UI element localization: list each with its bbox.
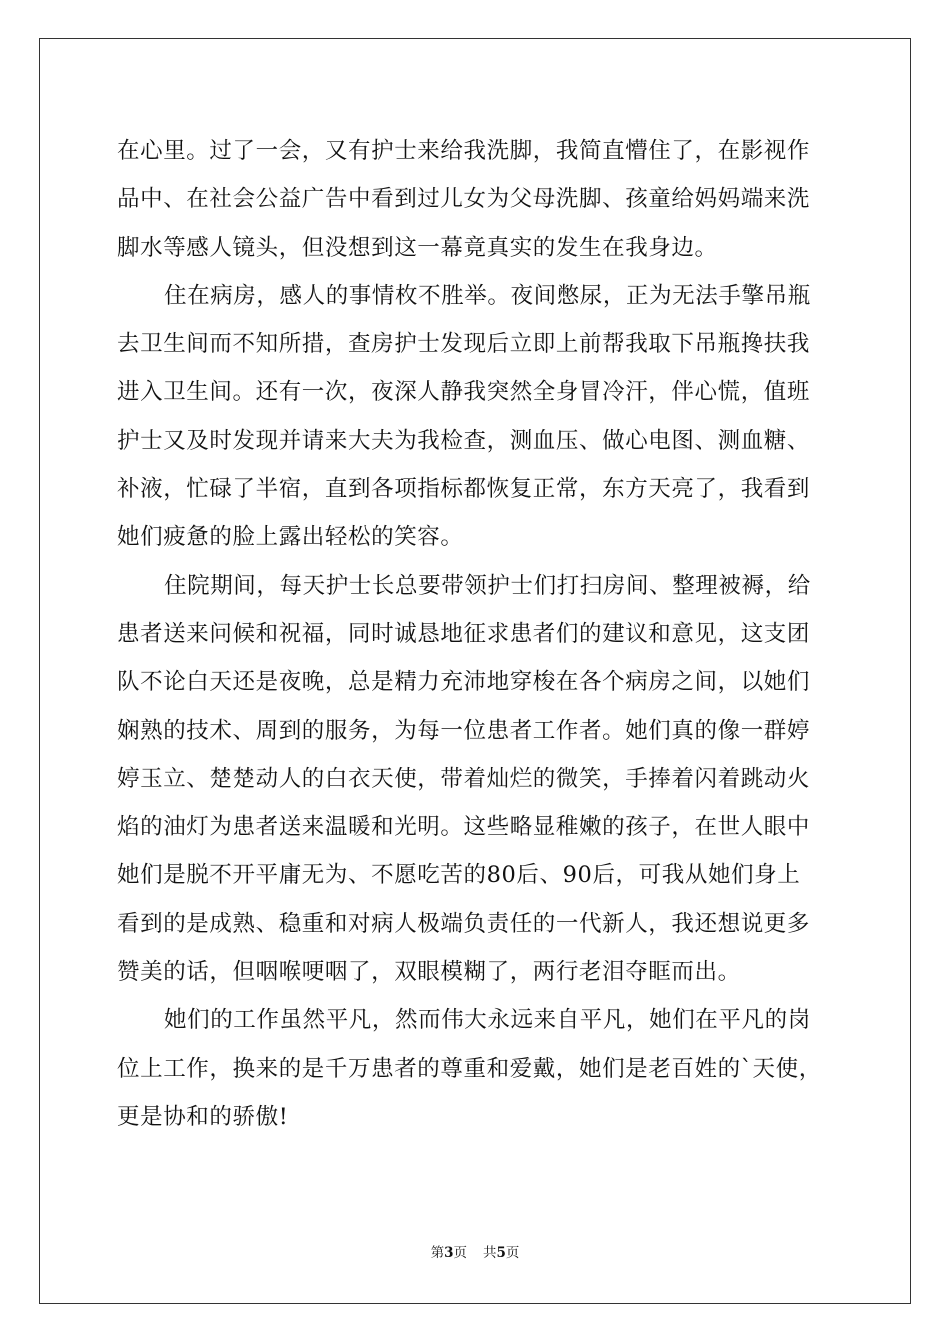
total-prefix: 共: [483, 1245, 497, 1261]
text-line: 位上工作，换来的是千万患者的尊重和爱戴，她们是老百姓的`天使，: [117, 1055, 822, 1082]
text-line: 婷玉立、楚楚动人的白衣天使，带着灿烂的微笑，手捧着闪着跳动火: [117, 765, 811, 792]
paragraph-start-line: 她们的工作虽然平凡，然而伟大永远来自平凡，她们在平凡的岗: [164, 1007, 811, 1034]
text-line: 补液，忙碌了半宿，直到各项指标都恢复正常，东方天亮了，我看到: [117, 476, 811, 503]
text-line: 进入卫生间。还有一次，夜深人静我突然全身冒冷汗，伴心慌，值班: [117, 379, 811, 406]
text-line: 更是协和的骄傲!: [117, 1103, 289, 1130]
total-pages: 5: [496, 1245, 506, 1261]
page-footer: [0, 1244, 950, 1262]
text-line: 看到的是成熟、稳重和对病人极端负责任的一代新人，我还想说更多: [117, 910, 811, 937]
text-line: 她们是脱不开平庸无为、不愿吃苦的80后、90后，可我从她们身上: [117, 862, 801, 889]
text-line: 焰的油灯为患者送来温暖和光明。这些略显稚嫩的孩子，在世人眼中: [117, 814, 811, 841]
total-suffix: 页: [505, 1245, 520, 1261]
text-line: 脚水等感人镜头，但没想到这一幕竟真实的发生在我身边。: [117, 234, 718, 261]
text-line: 去卫生间而不知所措，查房护士发现后立即上前帮我取下吊瓶搀扶我: [117, 331, 811, 358]
document-body: [117, 127, 839, 1141]
text-line: 在心里。过了一会，又有护士来给我洗脚，我简直懵住了，在影视作: [117, 138, 811, 164]
paragraph-start-line: 住在病房，感人的事情枚不胜举。夜间憋尿，正为无法手擎吊瓶: [164, 282, 811, 309]
page-prefix: 第: [430, 1245, 445, 1261]
paragraph-start-line: 住院期间，每天护士长总要带领护士们打扫房间、整理被褥，给: [164, 572, 811, 599]
text-line: 品中、在社会公益广告中看到过儿女为父母洗脚、孩童给妈妈端来洗: [117, 186, 811, 213]
page-number: 3: [444, 1245, 454, 1261]
text-line: 娴熟的技术、周到的服务，为每一位患者工作者。她们真的像一群婷: [117, 717, 811, 744]
text-line: 患者送来问候和祝福，同时诚恳地征求患者们的建议和意见，这支团: [117, 620, 811, 647]
text-line: 护士又及时发现并请来大夫为我检查，测血压、做心电图、测血糖、: [117, 427, 811, 454]
text-line: 赞美的话，但咽喉哽咽了，双眼模糊了，两行老泪夺眶而出。: [117, 959, 741, 986]
text-line: 她们疲惫的脸上露出轻松的笑容。: [117, 524, 464, 551]
page-suffix: 页: [453, 1245, 467, 1261]
text-line: 队不论白天还是夜晚，总是精力充沛地穿梭在各个病房之间，以她们: [117, 669, 811, 696]
